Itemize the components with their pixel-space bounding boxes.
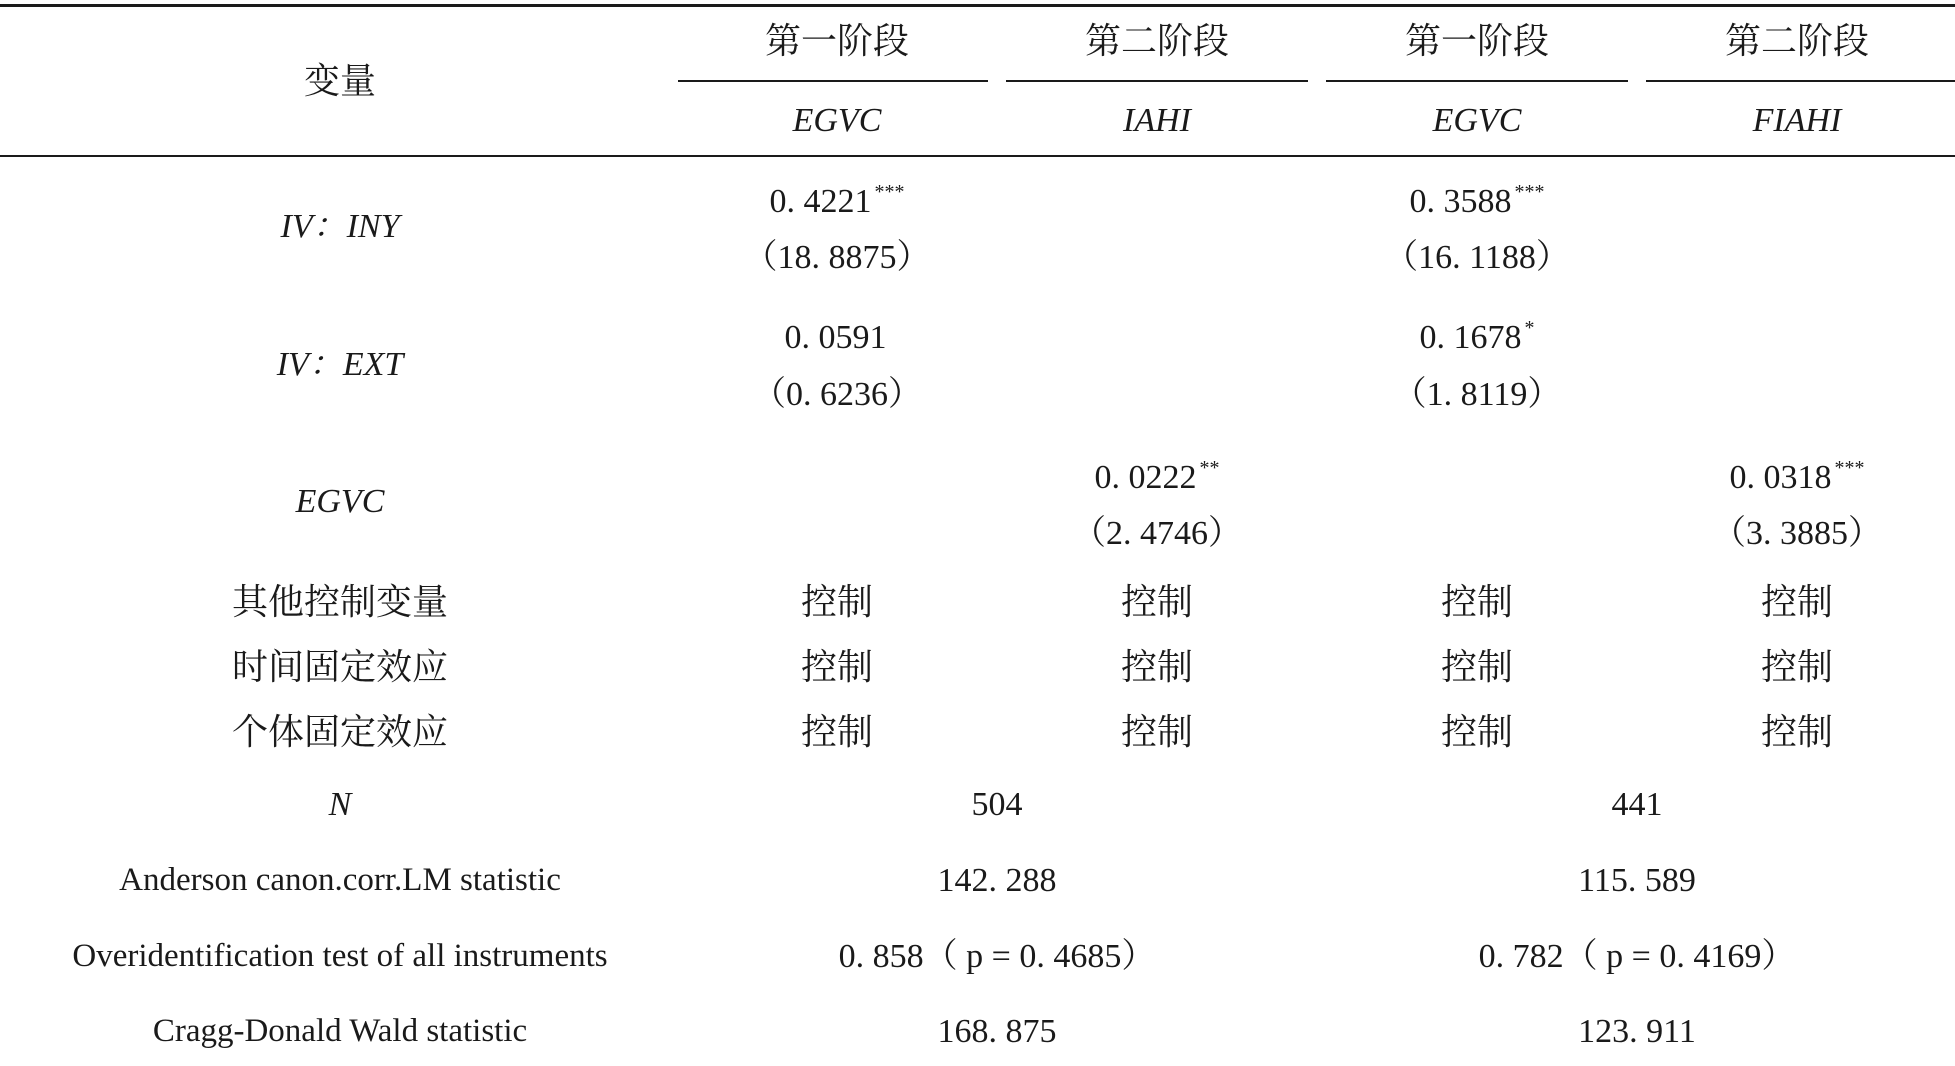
significance-stars: * <box>1524 317 1535 339</box>
coef-ext-col3: 0. 1678 * <box>1419 317 1535 356</box>
tstat-egvc-col2: （2. 4746） <box>1072 515 1242 552</box>
top-rule <box>0 4 1955 7</box>
group-rule-1 <box>678 80 988 82</box>
control-cell: 控制 <box>1440 712 1514 753</box>
control-cell: 控制 <box>800 647 874 688</box>
tstat-iny-col1: （18. 8875） <box>743 239 931 276</box>
control-cell: 控制 <box>1440 647 1514 688</box>
group-rule-4 <box>1646 80 1955 82</box>
significance-stars: *** <box>1514 181 1545 203</box>
stat-left-cragg-donald: 168. 875 <box>937 1013 1057 1050</box>
control-cell: 控制 <box>1120 712 1194 753</box>
row-label-iv-iny: IV：INY <box>280 208 400 245</box>
control-cell: 控制 <box>1440 582 1514 623</box>
coef-iny-col3: 0. 3588 *** <box>1409 181 1545 220</box>
control-cell: 控制 <box>800 582 874 623</box>
row-label-time-fixed-effects: 时间固定效应 <box>231 647 449 688</box>
coef-egvc-col4: 0. 0318 *** <box>1729 457 1865 496</box>
coef-ext-col1: 0. 0591 <box>784 319 887 356</box>
stat-right-n: 441 <box>1611 786 1663 823</box>
group-rule-3 <box>1326 80 1628 82</box>
variable-header: 变量 <box>303 61 377 102</box>
control-cell: 控制 <box>1760 582 1834 623</box>
stat-left-overidentification: 0. 858（ p = 0. 4685） <box>838 938 1156 975</box>
control-cell: 控制 <box>1760 712 1834 753</box>
dep-var-header-4: FIAHI <box>1752 102 1842 139</box>
significance-stars: *** <box>874 181 905 203</box>
tstat-egvc-col4: （3. 3885） <box>1712 515 1882 552</box>
significance-stars: *** <box>1834 457 1865 479</box>
tstat-ext-col1: （0. 6236） <box>752 376 922 413</box>
row-label-other-controls: 其他控制变量 <box>231 582 449 623</box>
coef-egvc-col2: 0. 0222 ** <box>1094 457 1220 496</box>
control-cell: 控制 <box>800 712 874 753</box>
stat-left-n: 504 <box>971 786 1023 823</box>
tstat-ext-col3: （1. 8119） <box>1392 376 1562 413</box>
group-rule-2 <box>1006 80 1308 82</box>
stage-header-3: 第一阶段 <box>1404 21 1550 62</box>
row-label-egvc: EGVC <box>295 483 385 520</box>
tstat-iny-col3: （16. 1188） <box>1384 239 1570 276</box>
control-cell: 控制 <box>1760 647 1834 688</box>
row-label-individual-fixed-effects: 个体固定效应 <box>231 712 449 753</box>
significance-stars: ** <box>1199 457 1220 479</box>
dep-var-header-3: EGVC <box>1432 102 1522 139</box>
control-cell: 控制 <box>1120 647 1194 688</box>
stat-right-anderson: 115. 589 <box>1578 862 1696 899</box>
control-cell: 控制 <box>1120 582 1194 623</box>
stage-header-4: 第二阶段 <box>1724 21 1870 62</box>
coef-iny-col1: 0. 4221 *** <box>769 181 905 220</box>
stat-right-overidentification: 0. 782（ p = 0. 4169） <box>1478 938 1796 975</box>
dep-var-header-1: EGVC <box>792 102 882 139</box>
row-label-n: N <box>328 786 352 823</box>
row-label-overidentification: Overidentification test of all instruments <box>72 938 608 974</box>
stage-header-2: 第二阶段 <box>1084 21 1230 62</box>
dep-var-header-2: IAHI <box>1123 102 1191 139</box>
header-bottom-rule <box>0 155 1955 157</box>
stage-header-1: 第一阶段 <box>764 21 910 62</box>
row-label-anderson: Anderson canon.corr.LM statistic <box>119 862 561 898</box>
row-label-cragg-donald: Cragg-Donald Wald statistic <box>152 1013 528 1049</box>
row-label-iv-ext: IV：EXT <box>276 346 404 383</box>
stat-left-anderson: 142. 288 <box>937 862 1057 899</box>
stat-right-cragg-donald: 123. 911 <box>1578 1013 1696 1050</box>
